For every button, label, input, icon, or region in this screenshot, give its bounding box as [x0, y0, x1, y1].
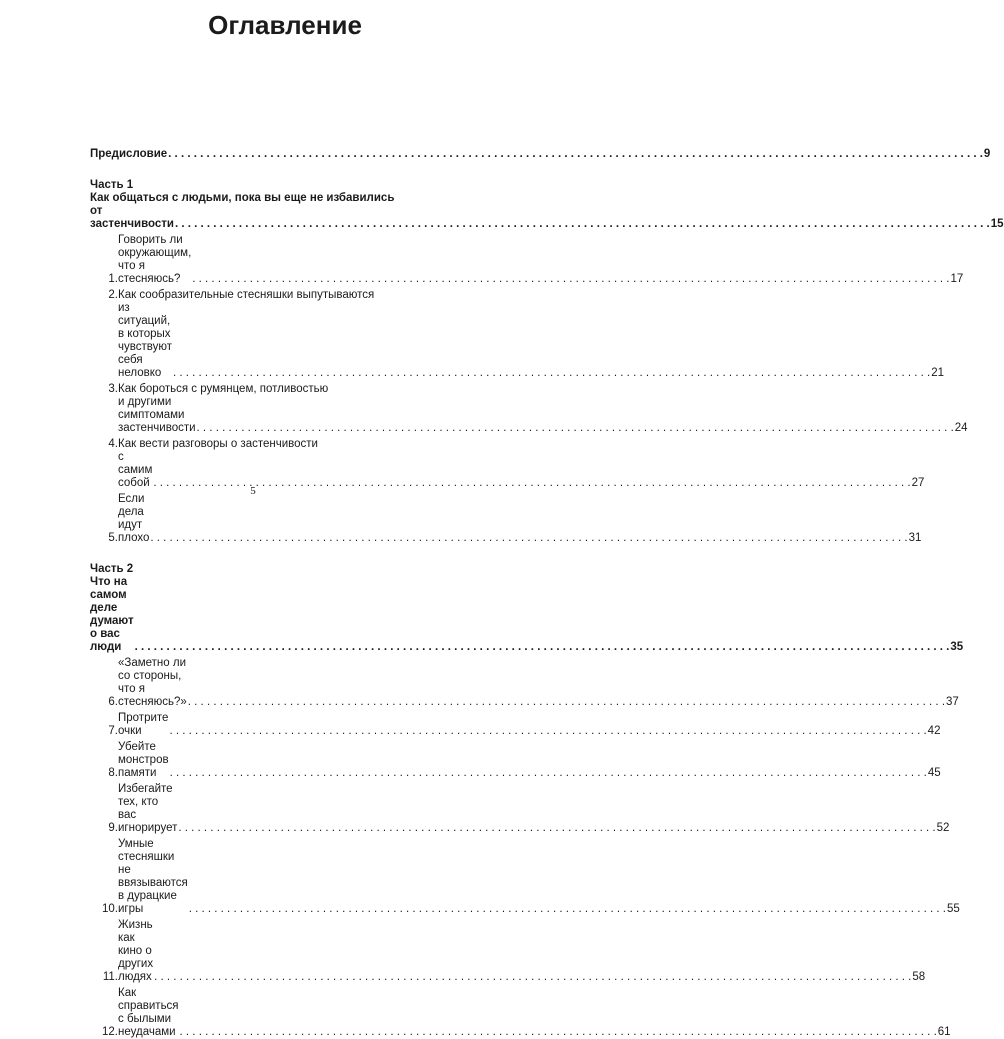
chapter-title: из ситуаций, в которых чувствуют себя неловко	[118, 302, 172, 379]
chapter-title: Говорить ли окружающим, что я стесняюсь?	[118, 234, 192, 285]
toc-chapter[interactable]	[90, 919, 926, 984]
dot-leader	[189, 903, 946, 916]
chapter-title: Как сообразительные стесняшки выпутываются	[118, 289, 375, 301]
dot-leader	[154, 971, 911, 984]
toc-page-number: 9	[983, 148, 991, 160]
dot-leader	[168, 148, 983, 161]
dot-leader	[192, 273, 949, 286]
chapter-list	[90, 234, 968, 545]
chapter-title: Убейте монстров памяти	[118, 741, 169, 779]
chapter-number: 6.	[108, 696, 118, 708]
toc-chapter[interactable]	[90, 987, 951, 1039]
toc-page-number: 27	[911, 477, 925, 489]
page-title: Оглавление	[208, 10, 362, 40]
chapter-title: Избегайте тех, кто вас игнорирует	[118, 783, 178, 834]
chapter-title: Если дела идут плохо	[118, 493, 150, 544]
toc-chapter[interactable]	[90, 234, 964, 286]
chapter-title: «Заметно ли со стороны, что я стесняюсь?»	[118, 657, 187, 708]
chapter-number: 9.	[108, 822, 118, 834]
toc-page-number: 15	[990, 218, 1004, 230]
part-title-line: Как общаться с людьми, пока вы еще не избавились	[90, 192, 395, 204]
toc-page-number: 35	[950, 641, 964, 653]
toc-page-number: 24	[954, 422, 968, 434]
dot-leader	[170, 767, 927, 780]
chapter-number: 5.	[108, 532, 118, 544]
chapter-title: и другими симптомами застенчивости	[118, 396, 196, 434]
dot-leader	[150, 532, 907, 545]
toc-chapter[interactable]	[90, 712, 941, 738]
toc-page-number: 55	[946, 903, 960, 915]
toc-chapter[interactable]	[90, 289, 945, 380]
toc-part-2	[90, 563, 964, 1039]
toc-page-number: 61	[937, 1026, 951, 1038]
dot-leader	[197, 422, 954, 435]
chapter-number: 2.	[108, 289, 118, 301]
chapter-title: Как справиться с былыми неудачами	[118, 987, 179, 1038]
page-number: 5	[250, 485, 256, 497]
chapter-number: 8.	[108, 767, 118, 779]
toc-part-title[interactable]	[90, 192, 1004, 231]
toc-entry-foreword[interactable]	[90, 148, 991, 161]
dot-leader	[180, 1026, 937, 1039]
chapter-title: Жизнь как кино о других людях	[118, 919, 154, 983]
dot-leader	[188, 696, 945, 709]
part-title-line: от застенчивости	[90, 205, 174, 230]
toc-page-number: 37	[946, 696, 959, 708]
chapter-number: 7.	[108, 725, 118, 737]
chapter-title: Как вести разговоры о застенчивости	[118, 438, 318, 450]
table-of-contents	[90, 148, 1004, 1039]
chapter-number: 10.	[102, 903, 118, 915]
toc-chapter[interactable]	[90, 493, 922, 545]
part-label: Часть 2	[90, 563, 134, 575]
chapter-title: Протрите очки	[118, 712, 169, 737]
toc-page-number: 42	[927, 725, 941, 737]
toc-page-number: 17	[950, 273, 964, 285]
toc-chapter[interactable]	[90, 838, 960, 916]
chapter-number: 3.	[108, 383, 118, 395]
part-label: Часть 1	[90, 179, 134, 191]
chapter-title: Умные стесняшки не ввязываются в дурацкие игры	[118, 838, 188, 915]
dot-leader	[175, 218, 990, 231]
part-title-line: Что на самом деле думают о вас люди	[90, 576, 134, 653]
dot-leader	[135, 641, 950, 654]
chapter-number: 4.	[108, 438, 118, 450]
toc-chapter[interactable]	[90, 438, 925, 490]
dot-leader	[173, 367, 930, 380]
toc-page-number: 58	[912, 971, 926, 983]
dot-leader	[178, 822, 935, 835]
chapter-number: 1.	[108, 273, 118, 285]
toc-chapter[interactable]	[90, 657, 959, 709]
toc-page-number: 31	[908, 532, 922, 544]
chapter-number: 12.	[102, 1026, 118, 1038]
toc-chapter[interactable]	[90, 741, 941, 780]
toc-entry-label: Предисловие	[90, 148, 168, 160]
chapter-number: 11.	[102, 971, 118, 983]
toc-page-number: 52	[936, 822, 950, 834]
toc-chapter[interactable]	[90, 383, 968, 435]
chapter-title: Как бороться с румянцем, потливостью	[118, 383, 329, 395]
toc-page-number: 21	[931, 367, 945, 379]
chapter-list	[90, 657, 960, 1039]
chapter-title: с самим собой	[118, 451, 153, 489]
dot-leader	[169, 725, 926, 738]
toc-page-number: 45	[927, 767, 941, 779]
toc-part-title[interactable]	[90, 576, 964, 654]
toc-chapter[interactable]	[90, 783, 950, 835]
